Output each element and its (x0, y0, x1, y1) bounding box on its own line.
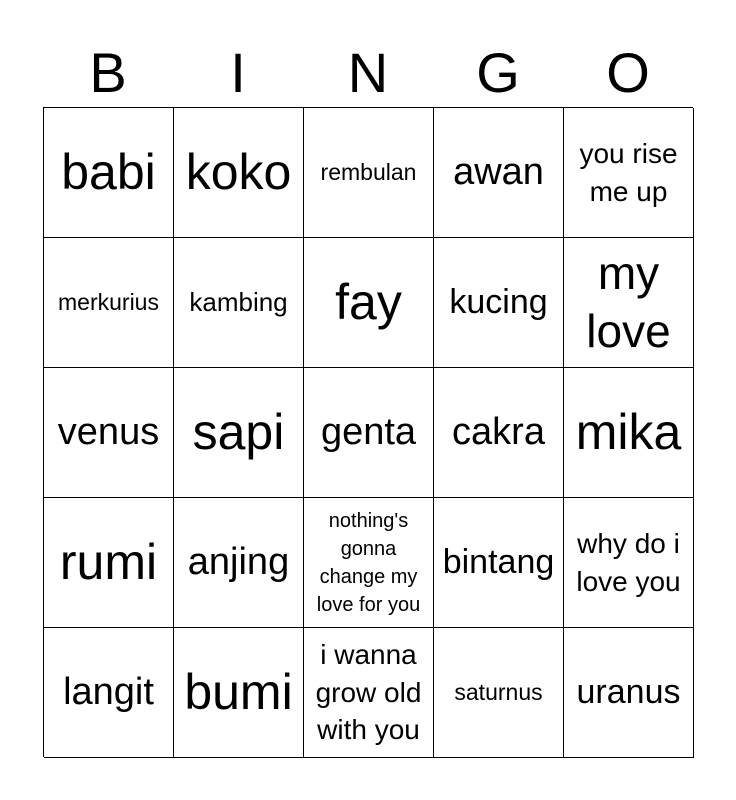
bingo-card-grid (43, 107, 693, 757)
bingo-cell: venus (44, 368, 174, 498)
bingo-cell: sapi (174, 368, 304, 498)
bingo-cell: uranus (564, 628, 694, 758)
bingo-cell: babi (44, 108, 174, 238)
bingo-cell: awan (434, 108, 564, 238)
bingo-cell: langit (44, 628, 174, 758)
bingo-cell: bumi (174, 628, 304, 758)
bingo-cell: merkurius (44, 238, 174, 368)
bingo-cell: rumi (44, 498, 174, 628)
bingo-cell: nothing's gonna change my love for you (304, 498, 434, 628)
bingo-cell: cakra (434, 368, 564, 498)
header-letter-b: B (89, 41, 127, 104)
bingo-header (43, 40, 693, 106)
bingo-cell: my love (564, 238, 694, 368)
bingo-cell: kambing (174, 238, 304, 368)
bingo-cell: mika (564, 368, 694, 498)
header-letter-n: N (347, 41, 389, 104)
bingo-cell: koko (174, 108, 304, 238)
header-letter-g: G (476, 41, 520, 104)
bingo-cell: you rise me up (564, 108, 694, 238)
bingo-cell: why do i love you (564, 498, 694, 628)
bingo-cell: genta (304, 368, 434, 498)
bingo-cell: kucing (434, 238, 564, 368)
bingo-cell: i wanna grow old with you (304, 628, 434, 758)
header-letter-i: I (230, 41, 246, 104)
bingo-cell: saturnus (434, 628, 564, 758)
bingo-cell: rembulan (304, 108, 434, 238)
bingo-cell: bintang (434, 498, 564, 628)
header-letter-o: O (606, 41, 650, 104)
bingo-cell: fay (304, 238, 434, 368)
bingo-cell: anjing (174, 498, 304, 628)
